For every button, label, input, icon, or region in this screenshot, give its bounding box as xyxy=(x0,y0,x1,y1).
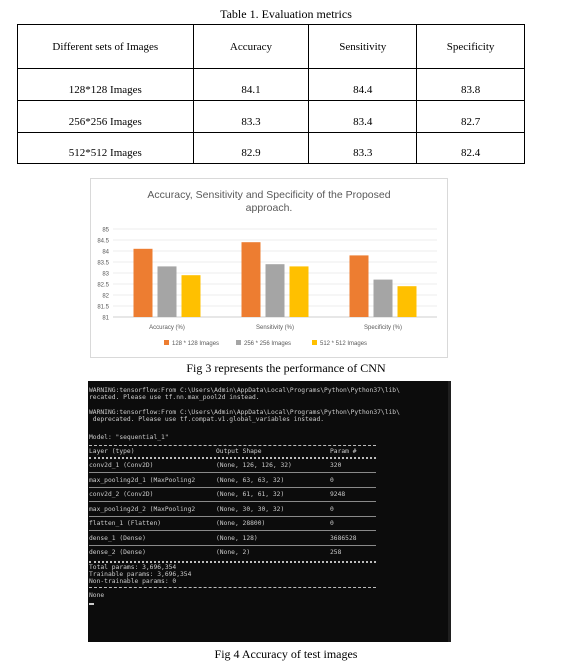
layer-separator xyxy=(89,487,376,488)
table-cell: 83.3 xyxy=(309,133,417,164)
layer-param-count: 0 xyxy=(330,476,334,484)
evaluation-metrics-table xyxy=(17,24,525,164)
legend-swatch xyxy=(164,340,169,345)
table-cell: 84.1 xyxy=(193,69,309,101)
y-tick-label: 81.5 xyxy=(97,304,109,311)
x-category-label: Specificity (%) xyxy=(363,325,403,331)
separator-double-line xyxy=(89,457,376,459)
table-cell: 82.9 xyxy=(193,133,309,164)
total-params-line: Total params: 3,696,354 xyxy=(89,564,177,571)
layer-param-count: 9248 xyxy=(330,491,346,498)
bar-2 xyxy=(158,266,177,317)
layer-param-count: 320 xyxy=(330,462,342,469)
legend-label: 128 * 128 Images xyxy=(172,341,220,347)
non-trainable-params-line: Non-trainable params: 0 xyxy=(89,578,177,585)
y-tick-label: 83 xyxy=(102,271,109,278)
terminal-line: WARNING:tensorflow:From C:\Users\Admin\AppData\Local\Programs\Python\Python37\lib\ xyxy=(89,409,400,416)
model-name-line: Model: "sequential_1" xyxy=(89,434,169,441)
layer-name: dense_1 (Dense) xyxy=(89,534,146,542)
table-cell: 512*512 Images xyxy=(18,133,194,164)
layer-param-count: 0 xyxy=(330,505,334,513)
table-cell: 83.4 xyxy=(309,101,417,133)
table-row xyxy=(18,133,525,164)
table-row xyxy=(18,69,525,101)
terminal-line: WARNING:tensorflow:From C:\Users\Admin\AppData\Local\Programs\Python\Python37\lib\ xyxy=(89,387,400,394)
table-caption: Table 1. Evaluation metrics xyxy=(220,7,352,21)
table-cell: 128*128 Images xyxy=(18,69,194,101)
bar-2 xyxy=(374,280,393,317)
layer-separator xyxy=(89,516,376,517)
x-category-label: Sensitivity (%) xyxy=(255,325,295,331)
terminal-window xyxy=(88,381,451,642)
separator-line xyxy=(89,587,376,588)
chart-title-line: approach. xyxy=(245,202,293,214)
table-row xyxy=(18,101,525,133)
terminal-cursor xyxy=(89,603,94,605)
bar-3 xyxy=(182,275,201,317)
table-cell: 83.3 xyxy=(193,101,309,133)
chart-title-line: Accuracy, Sensitivity and Specificity of the Proposed xyxy=(147,189,391,201)
y-tick-label: 84 xyxy=(102,249,109,256)
table-header-cell: Sensitivity xyxy=(309,25,417,69)
performance-bar-chart xyxy=(90,178,448,358)
bar-3 xyxy=(398,286,417,317)
separator-line xyxy=(89,445,376,446)
y-tick-label: 82 xyxy=(102,293,109,300)
chart-canvas xyxy=(91,179,447,357)
layer-output-shape: (None, 61, 61, 32) xyxy=(216,491,285,498)
trainable-params-line: Trainable params: 3,696,354 xyxy=(89,571,192,578)
layer-name: max_pooling2d_1 (MaxPooling2 xyxy=(89,476,196,484)
legend-label: 512 * 512 Images xyxy=(320,341,368,347)
layer-separator xyxy=(89,545,376,546)
bar-1 xyxy=(350,255,369,317)
terminal-line: deprecated. Please use tf.compat.v1.global_variables instead. xyxy=(89,416,325,423)
y-tick-label: 81 xyxy=(102,315,109,322)
layer-output-shape: (None, 126, 126, 32) xyxy=(216,462,292,469)
terminal-line: recated. Please use tf.nn.max_pool2d instead. xyxy=(89,394,260,401)
x-category-label: Accuracy (%) xyxy=(149,325,185,331)
layer-param-count: 0 xyxy=(330,520,334,527)
layer-name: max_pooling2d_2 (MaxPooling2 xyxy=(89,505,196,513)
column-header-layer: Layer (type) xyxy=(89,448,135,455)
bar-2 xyxy=(266,264,285,317)
y-tick-label: 84.5 xyxy=(97,238,109,245)
legend-label: 256 * 256 Images xyxy=(244,341,292,347)
layer-output-shape: (None, 128) xyxy=(216,534,258,542)
layer-output-shape: (None, 30, 30, 32) xyxy=(216,505,285,513)
layer-name: flatten_1 (Flatten) xyxy=(89,520,162,527)
table-header-cell: Accuracy xyxy=(193,25,309,69)
layer-param-count: 3686528 xyxy=(330,534,357,542)
legend-swatch xyxy=(236,340,241,345)
layer-output-shape: (None, 63, 63, 32) xyxy=(216,476,285,484)
layer-separator xyxy=(89,530,376,531)
table-cell: 82.4 xyxy=(417,133,525,164)
separator-double-line xyxy=(89,561,376,563)
layer-separator xyxy=(89,501,376,502)
column-header-param: Param # xyxy=(330,448,357,455)
column-header-output: Output Shape xyxy=(216,448,262,455)
figure-3-caption: Fig 3 represents the performance of CNN xyxy=(186,361,386,375)
y-tick-label: 82.5 xyxy=(97,282,109,289)
table-cell: 83.8 xyxy=(417,69,525,101)
output-none-line: None xyxy=(89,592,105,599)
layer-output-shape: (None, 28800) xyxy=(216,520,266,527)
y-tick-label: 83.5 xyxy=(97,260,109,267)
layer-separator xyxy=(89,472,376,473)
table-cell: 84.4 xyxy=(309,69,417,101)
layer-output-shape: (None, 2) xyxy=(216,549,251,556)
bar-1 xyxy=(134,249,153,317)
bar-3 xyxy=(290,266,309,317)
layer-name: conv2d_2 (Conv2D) xyxy=(89,491,154,498)
table-header-cell: Different sets of Images xyxy=(18,25,194,69)
table-header-row xyxy=(18,25,525,69)
table-header-cell: Specificity xyxy=(417,25,525,69)
legend-swatch xyxy=(312,340,317,345)
figure-4-caption: Fig 4 Accuracy of test images xyxy=(214,647,358,661)
y-tick-label: 85 xyxy=(102,227,109,234)
layer-name: conv2d_1 (Conv2D) xyxy=(89,462,154,469)
table-cell: 82.7 xyxy=(417,101,525,133)
layer-param-count: 258 xyxy=(330,549,342,556)
layer-name: dense_2 (Dense) xyxy=(89,549,146,556)
terminal-scrollbar[interactable] xyxy=(448,381,451,642)
bar-1 xyxy=(242,242,261,317)
table-cell: 256*256 Images xyxy=(18,101,194,133)
